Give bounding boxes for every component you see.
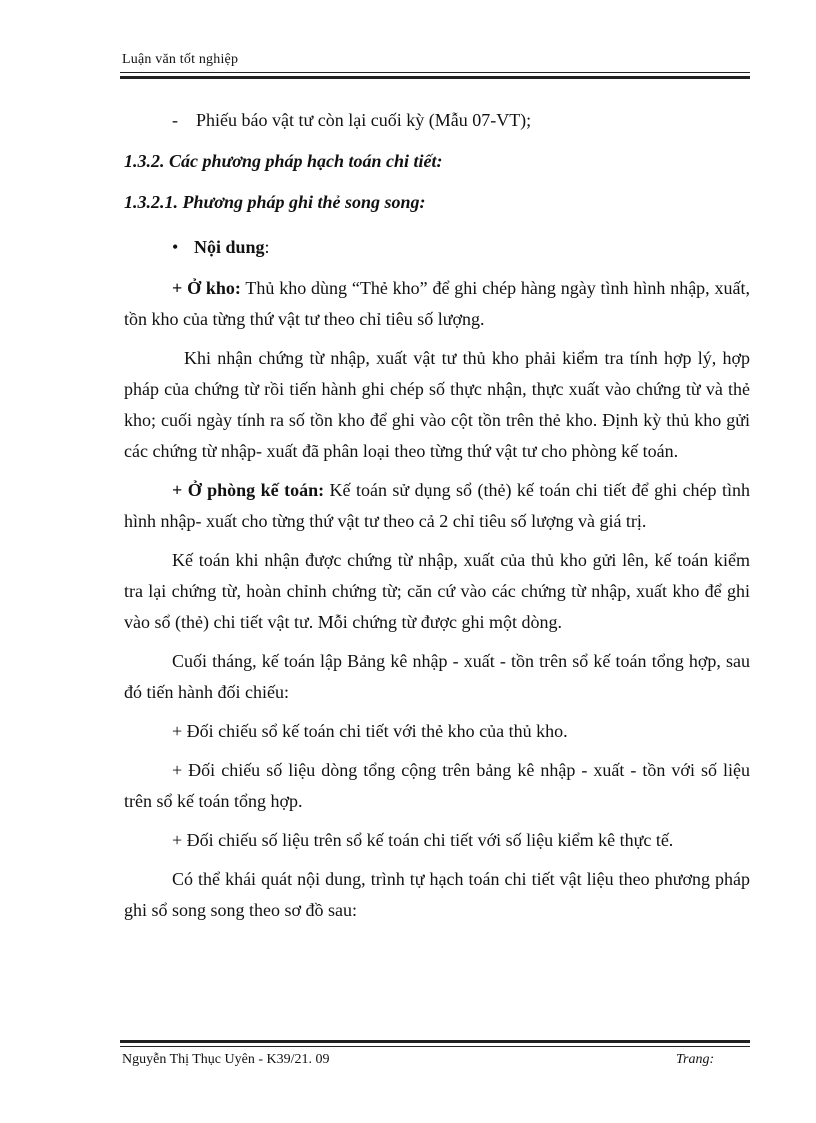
section-heading-1-3-2: 1.3.2. Các phương pháp hạch toán chi tiết:	[124, 151, 443, 171]
paragraph-o-kho	[124, 273, 750, 335]
dash-item-text: Phiếu báo vật tư còn lại cuối kỳ (Mẫu 07-VT);	[196, 110, 532, 130]
header-rule-thin	[120, 72, 750, 73]
bullet-item-noi-dung	[124, 232, 750, 263]
paragraph-o-kho-text: Thủ kho dùng “Thẻ kho” để ghi chép hàng ngày tình hình nhập, xuất, tồn kho của từng thứ vật tư theo chỉ tiêu số lượng.	[124, 278, 750, 329]
paragraph-doi-chieu-3: + Đối chiếu số liệu trên sổ kế toán chi tiết với số liệu kiểm kê thực tế.	[172, 830, 674, 850]
paragraph-doi-chieu-2: + Đối chiếu số liệu dòng tổng cộng trên bảng kê nhập - xuất - tồn với số liệu trên sổ kế toán tổng hợp.	[124, 760, 750, 811]
paragraph-phong-ke-toan	[124, 475, 750, 537]
paragraph-phong-ke-toan-text: Kế toán sử dụng sổ (thẻ) kế toán chi tiết để ghi chép tình hình nhập- xuất cho từng thứ vật tư theo cả 2 chỉ tiêu số lượng và giá trị.	[124, 480, 750, 531]
footer-rule-thin	[120, 1046, 750, 1047]
footer-author: Nguyễn Thị Thục Uyên - K39/21. 09	[122, 1052, 330, 1067]
paragraph-khai-quat: Có thể khái quát nội dung, trình tự hạch toán chi tiết vật liệu theo phương pháp ghi sổ song song theo sơ đồ sau:	[124, 869, 750, 920]
dash-marker: -	[172, 110, 178, 130]
section-heading-1-3-2-1: 1.3.2.1. Phương pháp ghi thẻ song song:	[124, 192, 426, 212]
paragraph-cuoi-thang: Cuối tháng, kế toán lập Bảng kê nhập - xuất - tồn trên sổ kế toán tổng hợp, sau đó tiến hành đối chiếu:	[124, 651, 750, 702]
paragraph-khi-nhan: Khi nhận chứng từ nhập, xuất vật tư thủ kho phải kiểm tra tính hợp lý, hợp pháp của chứng từ rồi tiến hành ghi chép số thực nhận, thực xuất vào chứng từ và thẻ kho; cuối ngày tính ra số tồn kho để ghi vào cột tồn trên thẻ kho. Định kỳ thủ kho gửi các chứng từ nhập- xuất đã phân loại theo từng thứ vật tư cho phòng kế toán.	[124, 348, 750, 461]
bullet-label: Nội dung	[194, 237, 265, 257]
paragraph-doi-chieu-1: + Đối chiếu sổ kế toán chi tiết với thẻ kho của thủ kho.	[172, 721, 568, 741]
paragraph-o-kho-lead: + Ở kho:	[172, 278, 241, 298]
footer-rule-thick	[120, 1040, 750, 1043]
dash-list-item	[124, 105, 750, 136]
paragraph-phong-ke-toan-lead: + Ở phòng kế toán:	[172, 480, 325, 500]
bullet-suffix: :	[264, 237, 270, 257]
header-rule-thick	[120, 76, 750, 79]
footer-page-label: Trang:	[676, 1052, 715, 1067]
header-title: Luận văn tốt nghiệp	[122, 52, 239, 67]
paragraph-ke-toan-nhan: Kế toán khi nhận được chứng từ nhập, xuất của thủ kho gửi lên, kế toán kiểm tra lại chứng từ, hoàn chỉnh chứng từ; căn cứ vào các chứng từ nhập, xuất kho để ghi vào sổ (thẻ) chi tiết vật tư. Mỗi chứng từ được ghi một dòng.	[124, 550, 750, 632]
page-body	[124, 105, 750, 934]
bullet-icon: •	[172, 237, 179, 257]
